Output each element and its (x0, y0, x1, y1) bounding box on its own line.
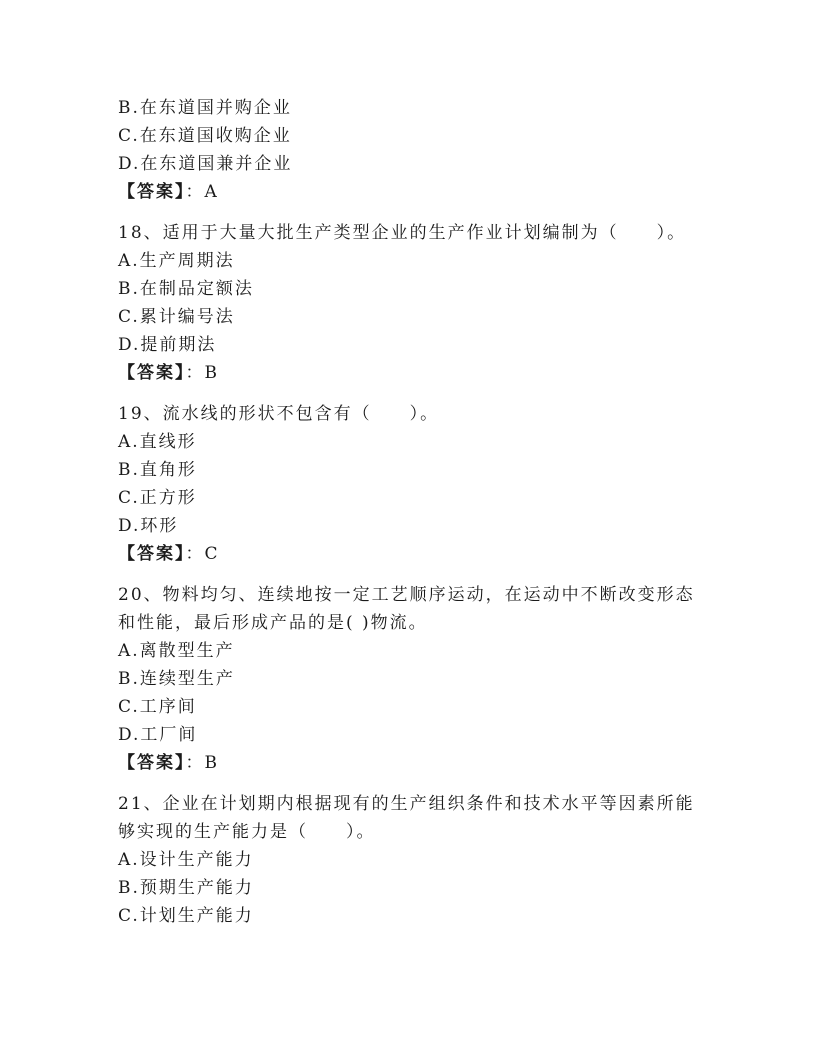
question-block-21 (118, 790, 698, 930)
question-stem: 18、适用于大量大批生产类型企业的生产作业计划编制为（ ）。 (118, 223, 687, 243)
answer-line (118, 540, 698, 568)
option-b: B.直角形 (118, 460, 197, 480)
option-c: C.在东道国收购企业 (118, 126, 292, 146)
answer-value: ：C (185, 544, 220, 564)
answer-label: 【答案】 (118, 182, 186, 202)
option-d: D.提前期法 (118, 335, 217, 355)
question-block-19 (118, 400, 698, 568)
question-stem-line-2: 够实现的生产能力是（ ）。 (118, 822, 376, 842)
option-b: B.在东道国并购企业 (118, 98, 292, 118)
option-a: A.直线形 (118, 432, 197, 452)
option-d: D.工厂间 (118, 725, 198, 745)
question-block-18 (118, 219, 698, 387)
document-page (118, 94, 698, 930)
answer-label: 【答案】 (118, 753, 186, 773)
option-b: B.在制品定额法 (118, 279, 254, 299)
option-b: B.连续型生产 (118, 669, 235, 689)
option-a: A.生产周期法 (118, 251, 235, 271)
question-block-20 (118, 581, 698, 777)
option-b: B.预期生产能力 (118, 878, 254, 898)
question-stem-line-1: 20、物料均匀、连续地按一定工艺顺序运动，在运动中不断改变形态 (118, 585, 695, 605)
option-c: C.累计编号法 (118, 307, 235, 327)
question-stem: 19、流水线的形状不包含有（ ）。 (118, 404, 440, 424)
question-block-17 (118, 94, 698, 206)
option-d: D.在东道国兼并企业 (118, 154, 293, 174)
option-d: D.环形 (118, 516, 179, 536)
option-c: C.正方形 (118, 488, 197, 508)
question-stem-line-2: 和性能，最后形成产品的是( )物流。 (118, 613, 428, 633)
answer-line (118, 359, 698, 387)
answer-label: 【答案】 (118, 363, 186, 383)
answer-line (118, 749, 698, 777)
question-stem-line-1: 21、企业在计划期内根据现有的生产组织条件和技术水平等因素所能 (118, 794, 695, 814)
option-c: C.工序间 (118, 697, 197, 717)
answer-label: 【答案】 (118, 544, 186, 564)
option-a: A.离散型生产 (118, 641, 235, 661)
option-c: C.计划生产能力 (118, 906, 254, 926)
answer-value: ：A (185, 182, 219, 202)
answer-value: ：B (185, 753, 219, 773)
option-a: A.设计生产能力 (118, 850, 254, 870)
answer-line (118, 178, 698, 206)
answer-value: ：B (185, 363, 219, 383)
